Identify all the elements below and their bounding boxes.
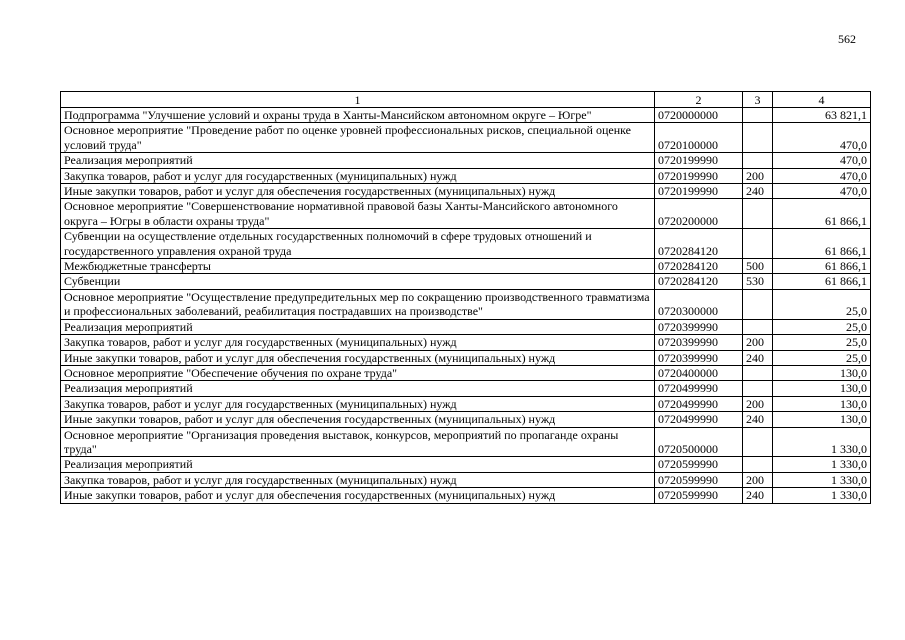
row-expense-type-cell: 240 [743, 412, 773, 427]
row-expense-type-cell [743, 108, 773, 123]
row-expense-type-cell: 530 [743, 274, 773, 289]
table-row [61, 319, 871, 334]
table-row [61, 168, 871, 183]
row-expense-type-cell: 240 [743, 184, 773, 199]
row-code-cell: 0720284120 [655, 274, 743, 289]
row-code-cell: 0720499990 [655, 396, 743, 411]
row-name-cell: Основное мероприятие "Проведение работ по оценке уровней профессиональных рисков, специальной оценке условий труда" [61, 123, 655, 153]
row-amount-cell: 130,0 [773, 412, 871, 427]
row-code-cell: 0720300000 [655, 289, 743, 319]
row-code-cell: 0720399990 [655, 350, 743, 365]
row-expense-type-cell [743, 153, 773, 168]
table-row [61, 472, 871, 487]
row-code-cell: 0720599990 [655, 472, 743, 487]
row-name-cell: Основное мероприятие "Осуществление предупредительных мер по сокращению производственного травматизма и профессиональных заболеваний, реабилитация пострадавших на производстве" [61, 289, 655, 319]
row-amount-cell: 470,0 [773, 153, 871, 168]
row-code-cell: 0720199990 [655, 184, 743, 199]
row-name-cell: Закупка товаров, работ и услуг для государственных (муниципальных) нужд [61, 396, 655, 411]
row-code-cell: 0720199990 [655, 153, 743, 168]
table-row [61, 335, 871, 350]
row-name-cell: Реализация мероприятий [61, 319, 655, 334]
row-name-cell: Реализация мероприятий [61, 457, 655, 472]
row-amount-cell: 61 866,1 [773, 259, 871, 274]
row-amount-cell: 470,0 [773, 123, 871, 153]
row-code-cell: 0720199990 [655, 168, 743, 183]
row-code-cell: 0720284120 [655, 229, 743, 259]
row-code-cell: 0720599990 [655, 457, 743, 472]
table-row [61, 488, 871, 503]
row-expense-type-cell [743, 457, 773, 472]
row-amount-cell: 25,0 [773, 335, 871, 350]
row-name-cell: Иные закупки товаров, работ и услуг для обеспечения государственных (муниципальных) нужд [61, 412, 655, 427]
row-amount-cell: 130,0 [773, 365, 871, 380]
table-row [61, 199, 871, 229]
row-name-cell: Иные закупки товаров, работ и услуг для обеспечения государственных (муниципальных) нужд [61, 350, 655, 365]
table-row [61, 229, 871, 259]
table-row [61, 412, 871, 427]
row-amount-cell: 1 330,0 [773, 427, 871, 457]
row-expense-type-cell [743, 289, 773, 319]
row-code-cell: 0720100000 [655, 123, 743, 153]
column-header-2: 2 [655, 92, 743, 108]
row-expense-type-cell: 200 [743, 168, 773, 183]
table-row [61, 184, 871, 199]
row-name-cell: Основное мероприятие "Совершенствование нормативной правовой базы Ханты-Мансийского автономного округа – Югры в области охраны труда" [61, 199, 655, 229]
row-code-cell: 0720499990 [655, 412, 743, 427]
row-expense-type-cell [743, 123, 773, 153]
table-row [61, 427, 871, 457]
table-row [61, 123, 871, 153]
table-row [61, 259, 871, 274]
row-amount-cell: 470,0 [773, 168, 871, 183]
table-row [61, 289, 871, 319]
table-row [61, 365, 871, 380]
row-expense-type-cell [743, 199, 773, 229]
row-name-cell: Закупка товаров, работ и услуг для государственных (муниципальных) нужд [61, 168, 655, 183]
row-expense-type-cell [743, 365, 773, 380]
row-name-cell: Субвенции [61, 274, 655, 289]
row-name-cell: Иные закупки товаров, работ и услуг для обеспечения государственных (муниципальных) нужд [61, 488, 655, 503]
row-amount-cell: 61 866,1 [773, 274, 871, 289]
row-expense-type-cell: 240 [743, 488, 773, 503]
row-expense-type-cell [743, 319, 773, 334]
row-amount-cell: 25,0 [773, 289, 871, 319]
row-name-cell: Иные закупки товаров, работ и услуг для обеспечения государственных (муниципальных) нужд [61, 184, 655, 199]
row-expense-type-cell: 200 [743, 335, 773, 350]
row-name-cell: Закупка товаров, работ и услуг для государственных (муниципальных) нужд [61, 335, 655, 350]
row-name-cell: Субвенции на осуществление отдельных государственных полномочий в сфере трудовых отношений и государственного управления охраной труда [61, 229, 655, 259]
row-expense-type-cell [743, 427, 773, 457]
row-code-cell: 0720399990 [655, 319, 743, 334]
row-name-cell: Закупка товаров, работ и услуг для государственных (муниципальных) нужд [61, 472, 655, 487]
table-row [61, 350, 871, 365]
column-header-3: 3 [743, 92, 773, 108]
row-code-cell: 0720599990 [655, 488, 743, 503]
header-row [61, 92, 871, 108]
row-code-cell: 0720284120 [655, 259, 743, 274]
row-amount-cell: 63 821,1 [773, 108, 871, 123]
row-amount-cell: 1 330,0 [773, 472, 871, 487]
table-row [61, 108, 871, 123]
row-expense-type-cell: 200 [743, 396, 773, 411]
row-amount-cell: 61 866,1 [773, 229, 871, 259]
row-code-cell: 0720500000 [655, 427, 743, 457]
row-code-cell: 0720000000 [655, 108, 743, 123]
row-expense-type-cell: 500 [743, 259, 773, 274]
row-expense-type-cell: 240 [743, 350, 773, 365]
row-amount-cell: 470,0 [773, 184, 871, 199]
row-amount-cell: 25,0 [773, 319, 871, 334]
row-amount-cell: 130,0 [773, 381, 871, 396]
row-amount-cell: 130,0 [773, 396, 871, 411]
table-row [61, 274, 871, 289]
row-name-cell: Реализация мероприятий [61, 381, 655, 396]
row-name-cell: Основное мероприятие "Организация проведения выставок, конкурсов, мероприятий по пропаганде охраны труда" [61, 427, 655, 457]
budget-table [60, 91, 871, 504]
row-expense-type-cell [743, 229, 773, 259]
row-name-cell: Основное мероприятие "Обеспечение обучения по охране труда" [61, 365, 655, 380]
row-name-cell: Реализация мероприятий [61, 153, 655, 168]
row-amount-cell: 25,0 [773, 350, 871, 365]
row-expense-type-cell: 200 [743, 472, 773, 487]
column-header-4: 4 [773, 92, 871, 108]
row-expense-type-cell [743, 381, 773, 396]
row-name-cell: Межбюджетные трансферты [61, 259, 655, 274]
row-name-cell: Подпрограмма "Улучшение условий и охраны труда в Ханты-Мансийском автономном округе – Югре" [61, 108, 655, 123]
row-amount-cell: 61 866,1 [773, 199, 871, 229]
table-row [61, 381, 871, 396]
row-amount-cell: 1 330,0 [773, 457, 871, 472]
row-code-cell: 0720399990 [655, 335, 743, 350]
row-code-cell: 0720200000 [655, 199, 743, 229]
row-amount-cell: 1 330,0 [773, 488, 871, 503]
table-row [61, 153, 871, 168]
row-code-cell: 0720400000 [655, 365, 743, 380]
column-header-1: 1 [61, 92, 655, 108]
table-row [61, 457, 871, 472]
table-row [61, 396, 871, 411]
page-number: 562 [838, 32, 856, 46]
row-code-cell: 0720499990 [655, 381, 743, 396]
